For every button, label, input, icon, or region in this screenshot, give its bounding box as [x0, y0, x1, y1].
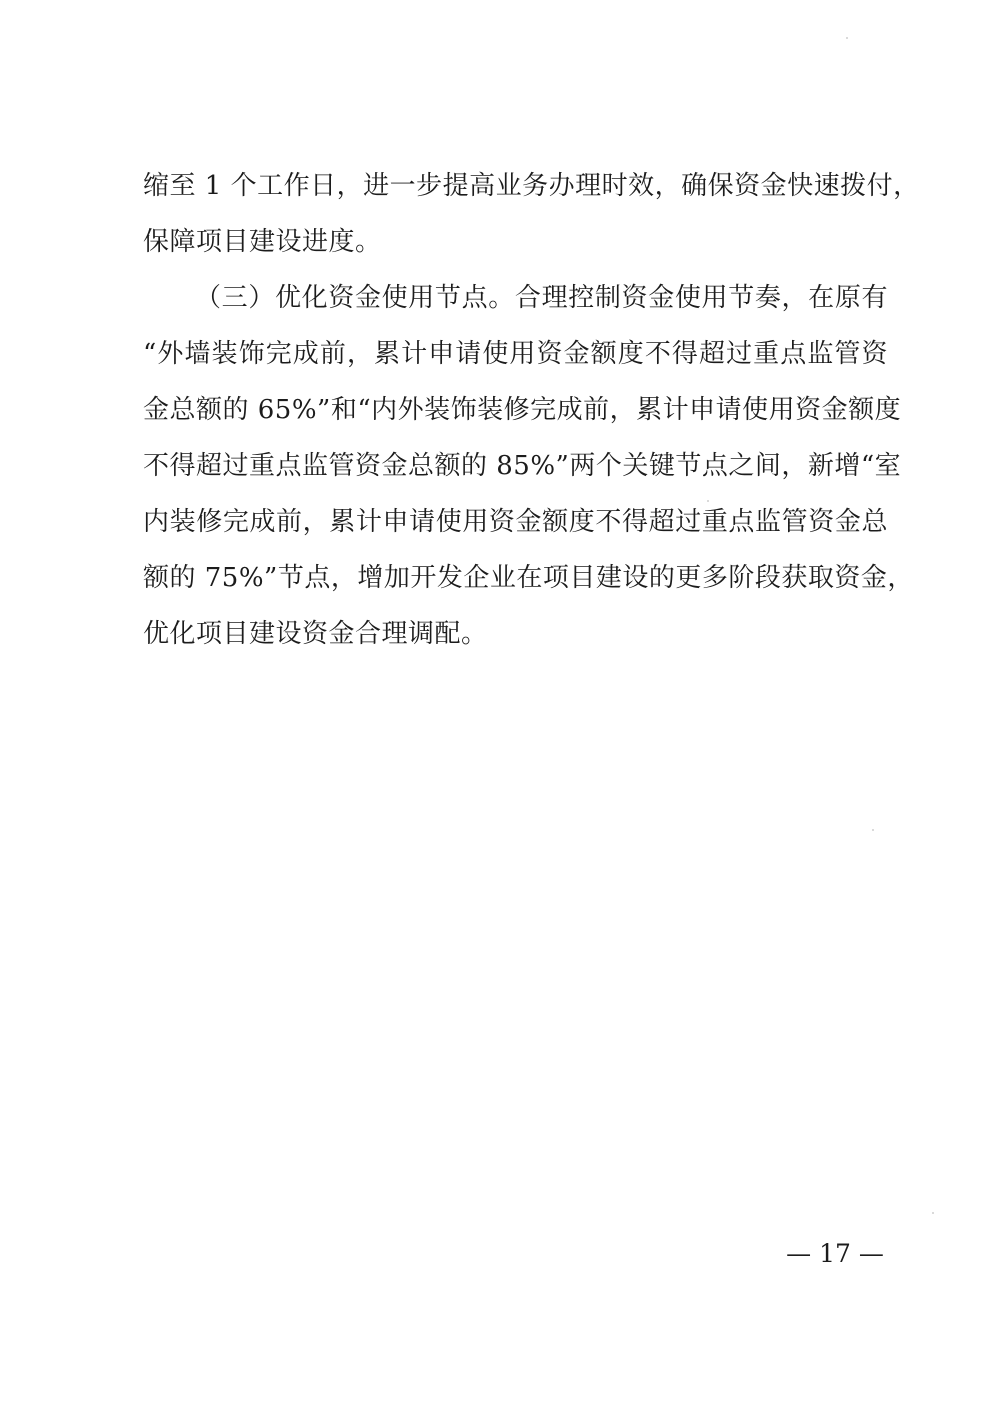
text-line: 缩至 1 个工作日，进一步提高业务办理时效，确保资金快速拨付，: [143, 171, 920, 201]
page-number: — 17 —: [786, 1239, 884, 1268]
text-line: 不得超过重点监管资金总额的 85%”两个关键节点之间，新增“室: [143, 451, 902, 481]
body-text: [143, 158, 920, 662]
text-line: 金总额的 65%”和“内外装饰装修完成前，累计申请使用资金额度: [143, 395, 902, 425]
scan-speck: [872, 829, 874, 831]
text-line: 内装修完成前，累计申请使用资金额度不得超过重点监管资金总: [143, 507, 888, 537]
scan-speck: [846, 37, 848, 39]
text-line: 优化项目建设资金合理调配。: [143, 619, 488, 649]
text-line: “外墙装饰完成前，累计申请使用资金额度不得超过重点监管资: [143, 339, 888, 369]
text-line: 额的 75%”节点，增加开发企业在项目建设的更多阶段获取资金，: [143, 563, 914, 593]
text-line: 保障项目建设进度。: [143, 227, 382, 257]
scan-speck: [932, 1212, 934, 1214]
text-line: （三）优化资金使用节点。合理控制资金使用节奏，在原有: [195, 283, 888, 313]
